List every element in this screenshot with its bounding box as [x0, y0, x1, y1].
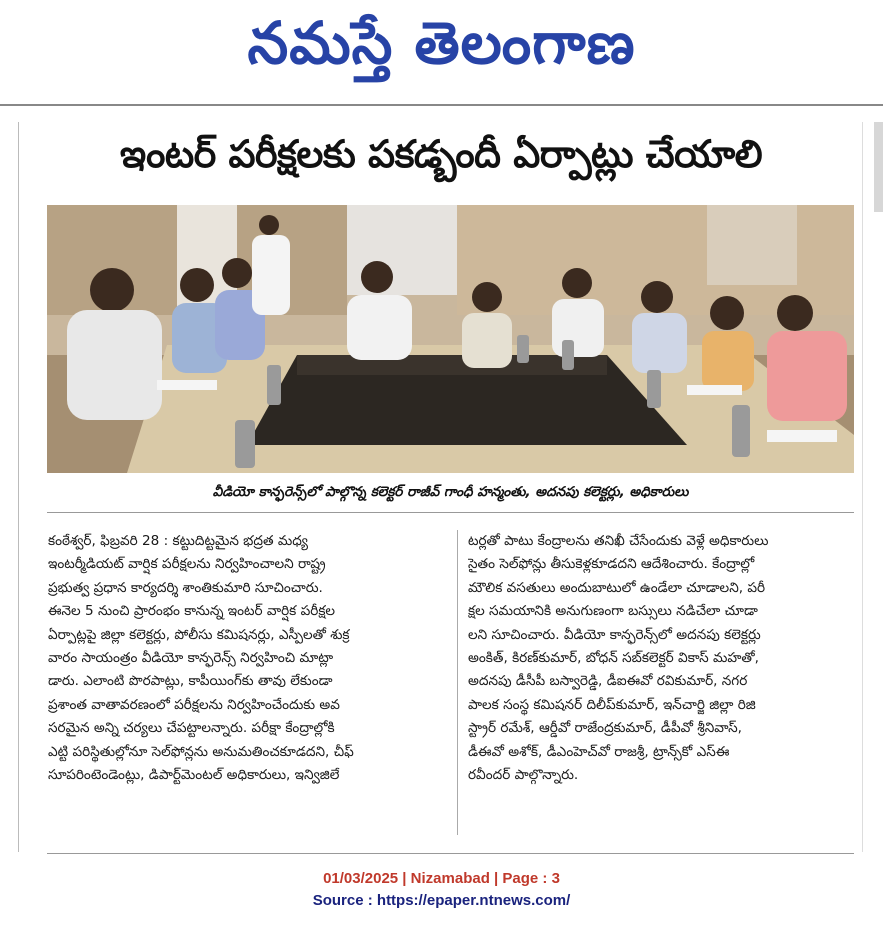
article-text-line: సైతం సెల్‌ఫోన్లు తీసుకెళ్లకూడదని ఆదేశించారు. కేంద్రాల్లో — [468, 556, 755, 573]
article-text-line: కంఠేశ్వర్, ఫిబ్రవరి 28 : కట్టుదిట్టమైన భద్రత మధ్య — [48, 533, 308, 549]
article-text-line: పాలక సంస్థ కమిషనర్ దిలీప్‌కుమార్, ఇన్‌చార్జి జిల్లా రిజి — [468, 696, 756, 713]
article-text-line: అంకిత్, కిరణ్‌కుమార్, బోధన్ సబ్‌కలెక్టర్ వికాస్ మహతో, — [468, 650, 759, 667]
article-text-line: డారు. ఎలాంటి పొరపాట్లు, కాపీయింగ్‌కు తావు లేకుండా — [48, 673, 333, 690]
column-divider — [457, 530, 458, 835]
masthead-divider — [0, 104, 883, 106]
newspaper-masthead — [0, 0, 883, 100]
caption-divider — [47, 512, 854, 513]
article-text-line: ఎట్టి పరిస్థితుల్లోనూ సెల్‌ఫోన్లను అనుమతించకూడదని, చీఫ్ — [48, 743, 354, 760]
article-text-line: స్ట్రార్ రమేశ్, ఆర్డీవో రాజేంద్రకుమార్, డీపీవో శ్రీనివాస్, — [468, 720, 742, 737]
article-column-left — [48, 530, 448, 835]
article-text-line: ప్రభుత్వ ప్రధాన కార్యదర్శి శాంతికుమారి సూచించారు. — [48, 579, 323, 596]
article-column-right — [468, 530, 868, 835]
article-photo — [47, 205, 854, 473]
edition-info: 01/03/2025 | Nizamabad | Page : 3 — [323, 870, 560, 887]
masthead-title: నమస్తే తెలంగాణ — [247, 8, 636, 77]
article-text-line: అదనపు డీసీపీ బస్వారెడ్డి, డీఐఈవో రవికుమార్, నగర — [468, 673, 748, 690]
article-headline: ఇంటర్ పరీక్షలకు పకడ్బందీ ఏర్పాట్లు చేయాలి — [119, 132, 763, 176]
article-text-line: వారం సాయంత్రం వీడియో కాన్ఫరెన్స్ నిర్వహించి మాట్లా — [48, 650, 334, 667]
article-text-line: ప్రశాంత వాతావరణంలో పరీక్షలను నిర్వహించేందుకు అవ — [48, 696, 340, 713]
page-footer — [0, 868, 883, 912]
clipping-left-border — [18, 122, 19, 852]
article-text-line: ఇంటర్మీడియట్ వార్షిక పరీక్షలను నిర్వహించాలని రాష్ట్ర — [48, 556, 326, 573]
article-text-line: టర్లతో పాటు కేంద్రాలను తనిఖీ చేసేందుకు వెళ్లే అధికారులు — [468, 533, 769, 549]
article-text-line: లని సూచించారు. వీడియో కాన్ఫరెన్స్‌లో అదనపు కలెక్టర్లు — [468, 626, 761, 643]
article-text-line: డీఈవో అశోక్, డీఎంహెచ్‌వో రాజశ్రీ, ట్రాన్స్‌కో ఎస్ఈ — [468, 743, 730, 760]
article-text-line: మౌలిక వసతులు అందుబాటులో ఉండేలా చూడాలని, పరీ — [468, 579, 766, 596]
photo-caption: వీడియో కాన్ఫరెన్స్‌లో పాల్గొన్న కలెక్టర్ రాజీవ్ గాంధీ హన్మంతు, అదనపు కలెక్టర్లు, అధికారులు — [212, 483, 689, 500]
article-text-line: సరమైన అన్ని చర్యలు చేపట్టాలన్నారు. పరీక్షా కేంద్రాల్లోకి — [48, 720, 335, 737]
article-text-line: క్షల సమయానికి అనుగుణంగా బస్సులు నడిచేలా చూడా — [468, 603, 758, 620]
scrollbar-thumb[interactable] — [874, 122, 883, 212]
article-text-line: ఏర్పాట్లపై జిల్లా కలెక్టర్లు, పోలీసు కమిషనర్లు, ఎస్పీలతో శుక్ర — [48, 626, 350, 643]
article-text-line: రవీందర్ పాల్గొన్నారు. — [468, 767, 579, 784]
article-text-line: సూపరింటెండెంట్లు, డిపార్ట్‌మెంటల్ అధికారులు, ఇన్విజిలే — [48, 767, 340, 784]
meeting-photo-illustration — [47, 205, 854, 473]
source-link[interactable]: Source : https://epaper.ntnews.com/ — [312, 892, 571, 909]
article-bottom-divider — [47, 853, 854, 854]
article-text-line: ఈనెల 5 నుంచి ప్రారంభం కానున్న ఇంటర్ వార్షిక పరీక్షల — [48, 603, 336, 620]
